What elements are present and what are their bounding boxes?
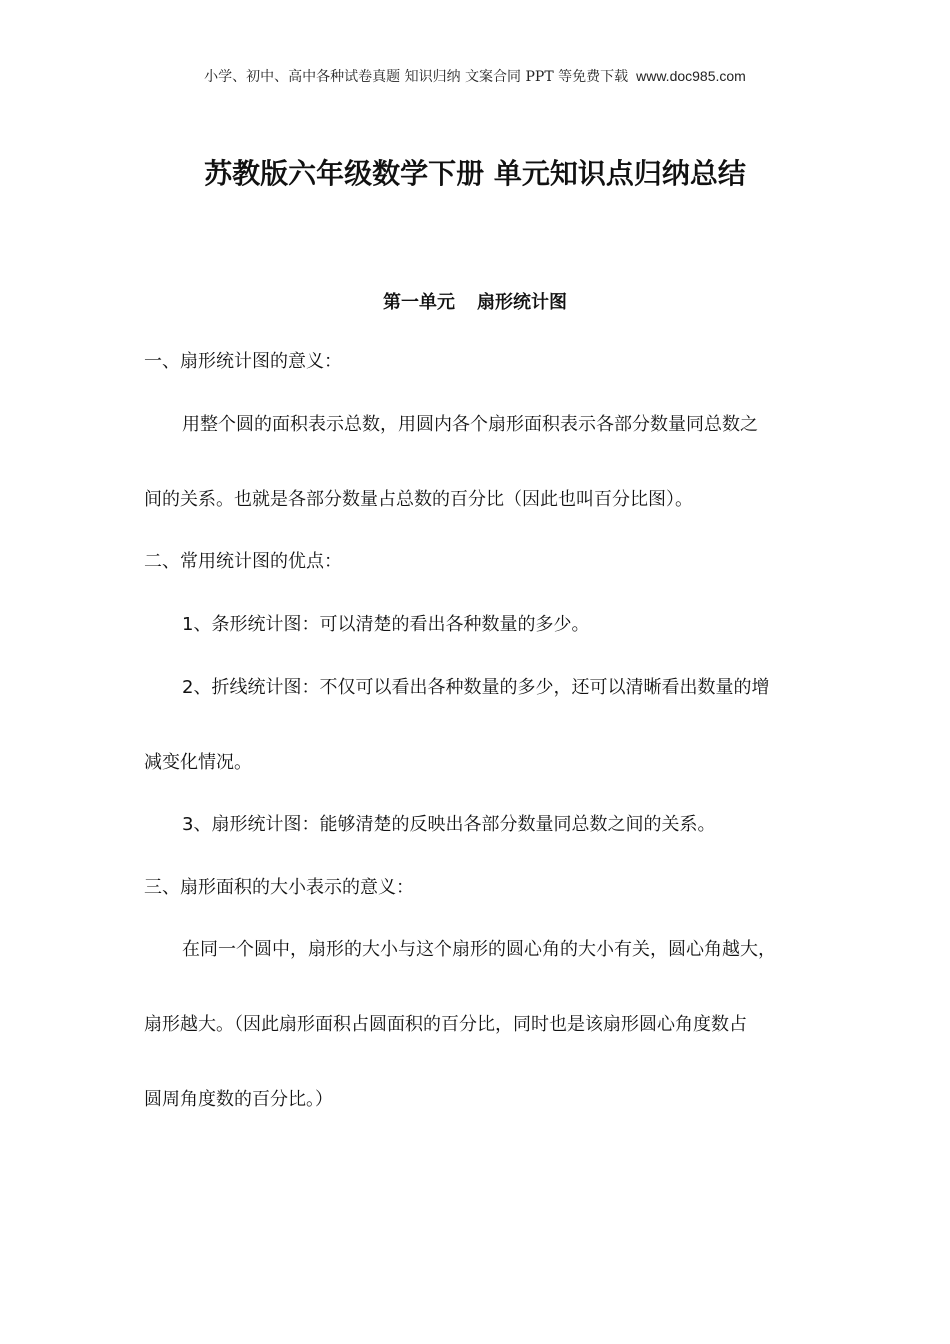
document-title: 苏教版六年级数学下册 单元知识点归纳总结 xyxy=(204,157,746,190)
list-item-2-line-2: 减变化情况。 xyxy=(144,752,252,773)
paragraph-1-line-1: 用整个圆的面积表示总数，用圆内各个扇形面积表示各部分数量同总数之 xyxy=(182,414,758,435)
header-site: www.doc985.com xyxy=(636,68,746,84)
paragraph-3-line-1: 在同一个圆中，扇形的大小与这个扇形的圆心角的大小有关，圆心角越大， xyxy=(182,939,776,960)
unit-number: 第一单元 xyxy=(383,292,455,313)
paragraph-1-line-2: 间的关系。也就是各部分数量占总数的百分比（因此也叫百分比图）。 xyxy=(144,489,693,510)
list-item-3: 3、扇形统计图：能够清楚的反映出各部分数量同总数之间的关系。 xyxy=(182,814,716,835)
list-item-2-line-1: 2、折线统计图：不仅可以看出各种数量的多少，还可以清晰看出数量的增 xyxy=(182,677,770,698)
page-header xyxy=(0,66,950,86)
paragraph-3-line-2: 扇形越大。（因此扇形面积占圆面积的百分比，同时也是该扇形圆心角度数占 xyxy=(144,1014,747,1035)
list-item-1: 1、条形统计图：可以清楚的看出各种数量的多少。 xyxy=(182,614,590,635)
unit-heading xyxy=(0,288,950,314)
paragraph-3-line-3: 圆周角度数的百分比。） xyxy=(144,1089,333,1110)
header-text: 小学、初中、高中各种试卷真题 知识归纳 文案合同 PPT 等免费下载 xyxy=(204,69,629,85)
section-heading-2: 二、常用统计图的优点： xyxy=(144,551,342,572)
section-heading-3: 三、扇形面积的大小表示的意义： xyxy=(144,877,414,898)
unit-name: 扇形统计图 xyxy=(477,292,567,313)
section-heading-1: 一、扇形统计图的意义： xyxy=(144,351,342,372)
